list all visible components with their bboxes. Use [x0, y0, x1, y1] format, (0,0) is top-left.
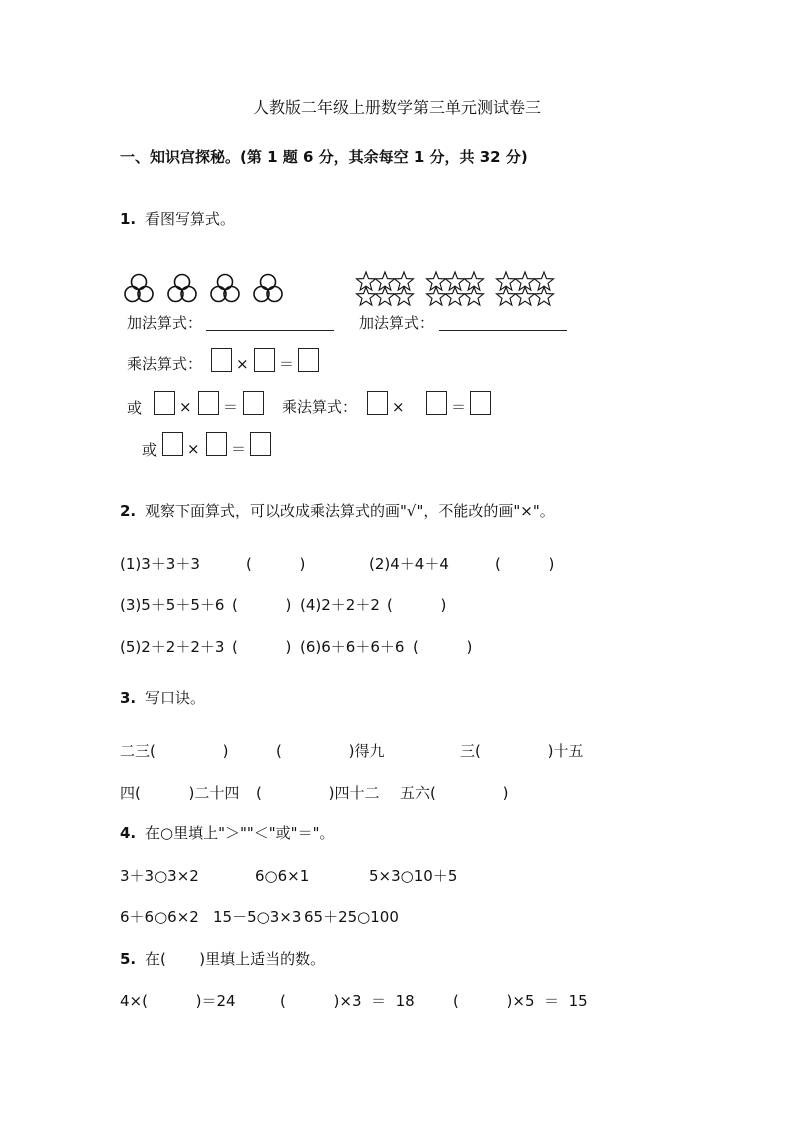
q2-item-label: (5)2＋2＋2＋3 [120, 638, 225, 656]
q3-text: 写口诀。 [145, 689, 206, 707]
q3-item[interactable]: ( )四十二 [256, 784, 380, 802]
q2-answer-paren[interactable]: ( ) [246, 555, 306, 573]
equals-sign: ＝ [279, 355, 295, 373]
q2-item-label: (6)6＋6＋6＋6 [300, 638, 405, 656]
q2-item-label: (3)5＋5＋5＋6 [120, 596, 225, 614]
q2-item-label: (1)3＋3＋3 [120, 555, 200, 573]
q4-item[interactable]: 6＋6○6×2 [120, 908, 199, 926]
mul-label-1: 乘法算式： [127, 355, 203, 373]
answer-box[interactable] [367, 391, 388, 415]
q1-text: 看图写算式。 [145, 210, 236, 228]
q4-item[interactable]: 3＋3○3×2 [120, 867, 199, 885]
add-label-left: 加法算式： [127, 314, 203, 332]
circle-group [125, 275, 153, 302]
answer-box[interactable] [298, 348, 319, 372]
q1-number: 1. [120, 210, 137, 228]
q3-item[interactable]: 二三( ) [120, 742, 229, 760]
answer-box[interactable] [243, 391, 264, 415]
star-icon [464, 287, 483, 305]
answer-box[interactable] [254, 348, 275, 372]
q2-answer-paren[interactable]: ( ) [232, 638, 292, 656]
q2-answer-paren[interactable]: ( ) [387, 596, 447, 614]
q3-item[interactable]: 三( )十五 [460, 742, 584, 760]
q2-answer-paren[interactable]: ( ) [413, 638, 473, 656]
mul-label-2: 乘法算式： [282, 398, 358, 416]
q4-number: 4. [120, 824, 137, 842]
star-icon [426, 287, 445, 305]
equals-sign: ＝ [451, 398, 467, 416]
q3-item[interactable]: ( )得九 [276, 742, 385, 760]
q2-number: 2. [120, 502, 137, 520]
q3-item[interactable]: 四( )二十四 [120, 784, 240, 802]
circle-group [254, 275, 282, 302]
q3-number: 3. [120, 689, 137, 707]
times-sign: × [236, 355, 249, 373]
page-title: 人教版二年级上册数学第三单元测试卷三 [252, 98, 541, 117]
star-icon [445, 287, 464, 305]
q4-text: 在○里填上"＞""＜"或"＝"。 [145, 824, 335, 842]
q2-answer-paren[interactable]: ( ) [495, 555, 555, 573]
star-icon [356, 287, 375, 305]
star-group [496, 272, 553, 305]
q4-item[interactable]: 6○6×1 [255, 867, 310, 885]
q5-text: 在( )里填上适当的数。 [145, 950, 326, 968]
q3-item[interactable]: 五六( ) [400, 784, 509, 802]
answer-box[interactable] [154, 391, 175, 415]
q2-item-label: (4)2＋2＋2 [300, 596, 380, 614]
star-icon [375, 287, 394, 305]
times-sign: × [179, 398, 192, 416]
star-icon [515, 287, 534, 305]
q5-item[interactable]: ( )×5 ＝ 15 [453, 992, 588, 1010]
section-heading: 一、知识宫探秘。(第 1 题 6 分，其余每空 1 分，共 32 分) [120, 148, 528, 166]
q2-item-label: (2)4＋4＋4 [369, 555, 449, 573]
q5-item[interactable]: ( )×3 ＝ 18 [280, 992, 415, 1010]
star-group [426, 272, 483, 305]
answer-box[interactable] [426, 391, 447, 415]
circle-group [211, 275, 239, 302]
star-icon [394, 287, 413, 305]
star-group-picture [355, 272, 565, 306]
q4-item[interactable]: 5×3○10＋5 [369, 867, 458, 885]
add-answer-line-left[interactable] [206, 330, 334, 331]
add-answer-line-right[interactable] [439, 330, 567, 331]
equals-sign: ＝ [231, 440, 247, 458]
star-icon [534, 287, 553, 305]
q5-item[interactable]: 4×( )＝24 [120, 992, 236, 1010]
q5-number: 5. [120, 950, 137, 968]
answer-box[interactable] [162, 432, 183, 456]
answer-box[interactable] [206, 432, 227, 456]
answer-box[interactable] [470, 391, 491, 415]
or-label-2: 或 [142, 441, 158, 459]
star-group [356, 272, 413, 305]
q4-item[interactable]: 15－5○3×3 [213, 908, 302, 926]
circle-group-picture [124, 274, 294, 306]
or-label-1: 或 [127, 399, 143, 417]
q4-item[interactable]: 65＋25○100 [304, 908, 399, 926]
q2-text: 观察下面算式，可以改成乘法算式的画"√"，不能改的画"×"。 [145, 502, 555, 520]
answer-box[interactable] [250, 432, 271, 456]
answer-box[interactable] [211, 348, 232, 372]
equals-sign: ＝ [223, 398, 239, 416]
add-label-right: 加法算式： [359, 314, 435, 332]
star-icon [496, 287, 515, 305]
q2-answer-paren[interactable]: ( ) [232, 596, 292, 614]
answer-box[interactable] [198, 391, 219, 415]
times-sign: × [392, 398, 405, 416]
circle-group [168, 275, 196, 302]
times-sign: × [187, 440, 200, 458]
